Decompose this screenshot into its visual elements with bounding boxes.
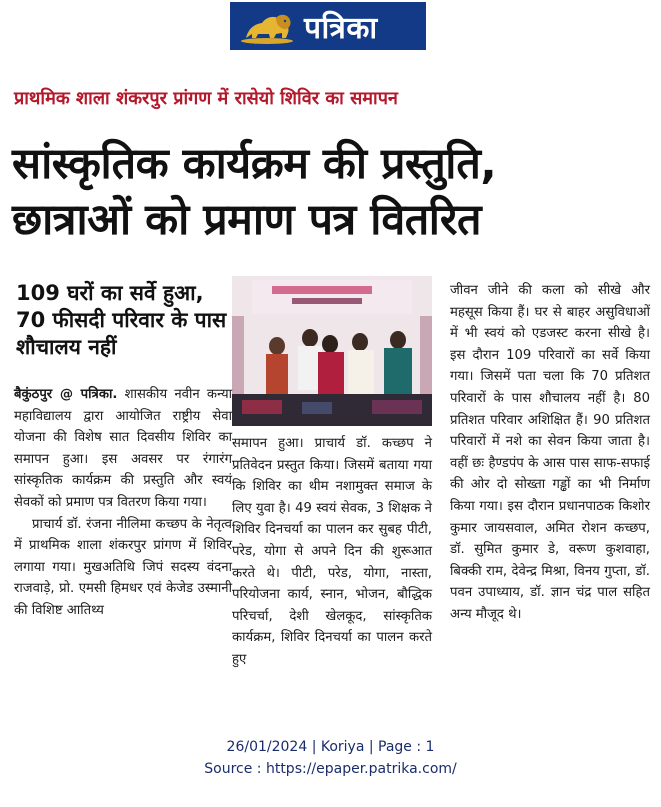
- article-subhead: 109 घरों का सर्वे हुआ, 70 फीसदी परिवार के पास शौचालय नहीं: [16, 281, 227, 359]
- article-headline: [12, 136, 652, 248]
- column-3-text: जीवन जीने की कला को सीखे और महसूस किया हैं। घर से बाहर असुविधाओं में भी स्वयं को एडजस्ट करना सीखे है। इस दौरान 109 परिवारों का सर्वे किया गया। जिसमें पता चला कि 70 प्रतिशत परिवारों के पास शौचालय नहीं है। 80 प्रतिशत परिवार अशिक्षित हैं। 90 प्रतिशत परिवारों में नशे का सेवन किया जाता है। वहीं छः हैण्डपंप के आस पास साफ-सफाई की ओर दो सोख्ता गड्ढों का भी निर्माण किया गया। इस दौरान प्रधानपाठक किशोर कुमार जायसवाल, अमित रोशन कच्छप, डॉ. सुमित कुमार डे, वरूण कुशवाहा, बिक्की राम, देवेन्द्र मिश्रा, विनय गुप्ता, डॉ. पवन उपाध्याय, डॉ. ज्ञान चंद्र पाल सहित अन्य मौजूद थे।: [450, 283, 650, 622]
- footer: [0, 736, 661, 780]
- headline-line-2: छात्राओं को प्रमाण पत्र वितरित: [12, 195, 481, 245]
- edition-info: 26/01/2024 | Koriya | Page : 1: [226, 739, 435, 755]
- dateline: बैकुंठपुर @ पत्रिका.: [14, 387, 118, 402]
- paragraph-1: [14, 384, 232, 514]
- article-column-1: [14, 384, 232, 622]
- article-kicker: प्राथमिक शाला शंकरपुर प्रांगण में रासेयो शिविर का समापन: [14, 88, 398, 109]
- column-2-text: समापन हुआ। प्राचार्य डॉ. कच्छप ने प्रतिवेदन प्रस्तुत किया। जिसमें बताया गया कि शिविर का थीम नशामुक्त समाज के लिए युवा है। 49 स्वयं सेवक, 3 शिक्षक ने शिविर दिनचर्या का पालन कर सुबह पीटी, परेड, योगा से अपने दिन की शुरूआत करते थे। पीटी, परेड, योगा, नास्ता, परियोजना कार्य, स्नान, भोजन, बौद्धिक परिचर्चा, देशी खेलकूद, सांस्कृतिक कार्यक्रम, शिविर दिनचर्या का पालन करते हुए: [232, 436, 432, 667]
- masthead-brand: पत्रिका: [304, 10, 378, 46]
- paragraph-1-text: शासकीय नवीन कन्या महाविद्यालय द्वारा आयोजित राष्ट्रीय सेवा योजना की विशेष सात दिवसीय शिविर का समापन हुआ। इस अवसर पर रंगारंग सांस्कृतिक कार्यक्रम की प्रस्तुति और स्वयं सेवकों को प्रमाण पत्र वितरण किया गया।: [14, 387, 233, 510]
- paragraph-2: प्राचार्य डॉ. रंजना नीलिमा कच्छप के नेतृत्व में प्राथमिक शाला शंकरपुर प्रांगण में शिविर लगाया गया। मुखअतिथि जिपं सदस्य वंदना राजवाड़े, प्रो. एमसी हिमधर एवं केजेड उस्मानी की विशिष्ट आतिथ्य: [14, 516, 232, 618]
- article-column-2: [232, 433, 432, 671]
- source-link[interactable]: Source : https://epaper.patrika.com/: [204, 761, 457, 777]
- event-photo: [232, 276, 432, 426]
- lion-emblem-icon: [236, 5, 298, 47]
- headline-line-1: सांस्कृतिक कार्यक्रम की प्रस्तुति,: [12, 139, 497, 189]
- event-photo-image: [232, 276, 432, 426]
- article-column-3: [450, 280, 650, 626]
- news-clipping: [0, 68, 661, 718]
- masthead: [230, 2, 426, 50]
